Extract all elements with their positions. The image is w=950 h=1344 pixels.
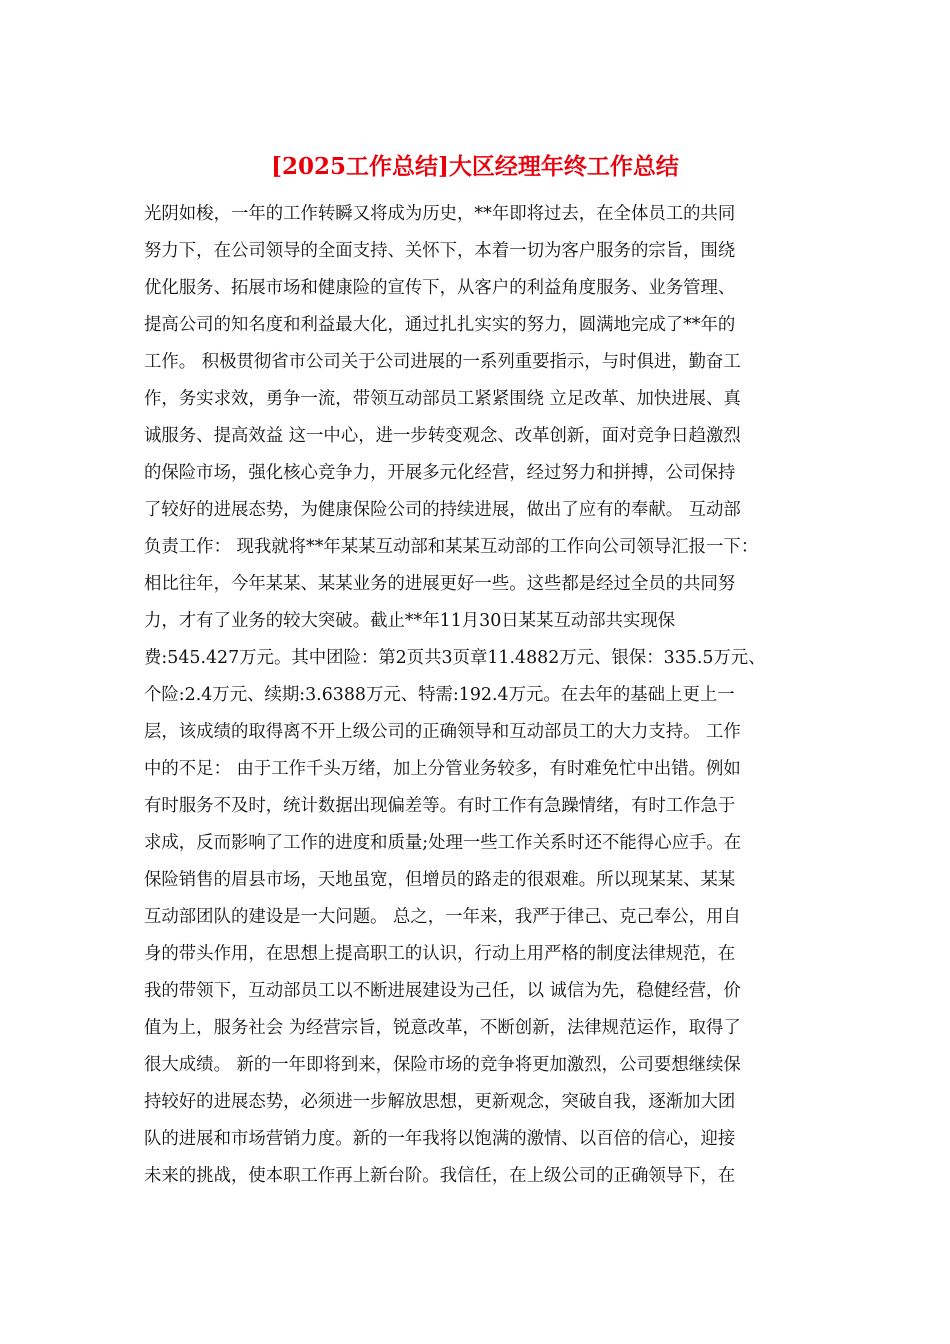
body-line: 有时服务不及时，统计数据出现偏差等。有时工作有急躁情绪，有时工作急于 — [144, 796, 736, 816]
document-body — [144, 196, 824, 1195]
body-line: 互动部团队的建设是一大问题。 总之，一年来，我严于律己、克己奉公，用自 — [144, 907, 741, 927]
body-line: 相比往年，今年某某、某某业务的进展更好一些。这些都是经过全员的共同努 — [144, 574, 736, 594]
body-line: 值为上，服务社会 为经营宗旨，锐意改革，不断创新，法律规范运作，取得了 — [144, 1018, 741, 1038]
body-line: 保险销售的眉县市场，天地虽宽，但增员的路走的很艰难。所以现某某、某某 — [144, 870, 736, 890]
body-line: 持较好的进展态势，必须进一步解放思想，更新观念，突破自我，逐渐加大团 — [144, 1092, 736, 1112]
body-line: 诚服务、提高效益 这一中心，进一步转变观念、改革创新，面对竞争日趋激烈 — [144, 426, 741, 446]
body-line: 中的不足： 由于工作千头万绪，加上分管业务较多，有时难免忙中出错。例如 — [144, 759, 741, 779]
body-line: 很大成绩。 新的一年即将到来，保险市场的竞争将更加激烈，公司要想继续保 — [144, 1055, 741, 1075]
body-line: 个险:2.4万元、续期:3.6388万元、特需:192.4万元。在去年的基础上更上一 — [144, 685, 735, 705]
body-line: 我的带领下，互动部员工以不断进展建设为己任，以 诚信为先，稳健经营，价 — [144, 981, 741, 1001]
body-line: 层，该成绩的取得离不开上级公司的正确领导和互动部员工的大力支持。 工作 — [144, 722, 741, 742]
body-line: 求成，反而影响了工作的进度和质量;处理一些工作关系时还不能得心应手。在 — [144, 833, 742, 853]
document-title: [2025工作总结]大区经理年终工作总结 — [271, 153, 679, 180]
body-line: 负责工作： 现我就将**年某某互动部和某某互动部的工作向公司领导汇报一下： — [144, 537, 759, 557]
body-line: 光阴如梭，一年的工作转瞬又将成为历史，**年即将过去，在全体员工的共同 — [144, 204, 736, 224]
body-line: 了较好的进展态势，为健康保险公司的持续进展，做出了应有的奉献。 互动部 — [144, 500, 741, 520]
body-line: 优化服务、拓展市场和健康险的宣传下，从客户的利益角度服务、业务管理、 — [144, 278, 736, 298]
body-line: 的保险市场，强化核心竞争力，开展多元化经营，经过努力和拼搏，公司保持 — [144, 463, 736, 483]
body-line: 费:545.427万元。其中团险：第2页共3页章11.4882万元、银保：335.5万元、 — [144, 648, 766, 668]
body-line: 未来的挑战，使本职工作再上新台阶。我信任，在上级公司的正确领导下，在 — [144, 1166, 736, 1186]
body-line: 队的进展和市场营销力度。新的一年我将以饱满的激情、以百倍的信心，迎接 — [144, 1129, 736, 1149]
body-line: 努力下，在公司领导的全面支持、关怀下，本着一切为客户服务的宗旨，围绕 — [144, 241, 736, 261]
body-line: 身的带头作用，在思想上提高职工的认识，行动上用严格的制度法律规范，在 — [144, 944, 736, 964]
body-line: 工作。 积极贯彻省市公司关于公司进展的一系列重要指示，与时俱进，勤奋工 — [144, 352, 741, 372]
body-line: 力，才有了业务的较大突破。截止**年11月30日某某互动部共实现保 — [144, 611, 676, 631]
body-line: 作，务实求效，勇争一流，带领互动部员工紧紧围绕 立足改革、加快进展、真 — [144, 389, 741, 409]
body-line: 提高公司的知名度和利益最大化，通过扎扎实实的努力，圆满地完成了**年的 — [144, 315, 736, 335]
